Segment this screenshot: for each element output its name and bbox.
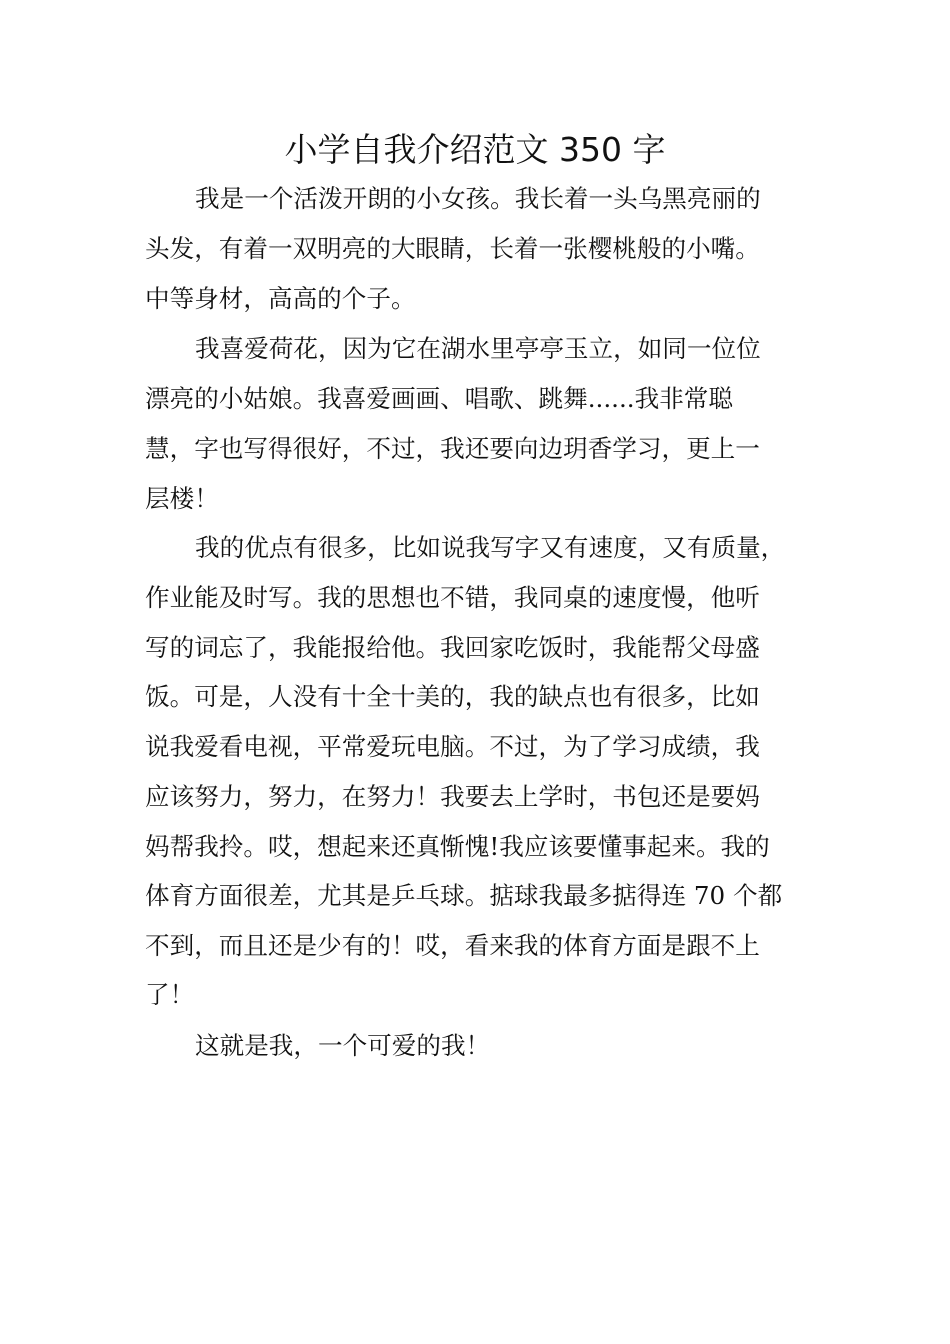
paragraph-3-line-9: 不到，而且还是少有的！哎，看来我的体育方面是跟不上	[145, 931, 760, 960]
document-title: 小学自我介绍范文 350 字	[284, 130, 666, 169]
paragraph-3-line-5: 说我爱看电视，平常爱玩电脑。不过，为了学习成绩，我	[145, 732, 760, 761]
paragraph-3-line-7: 妈帮我拎。哎，想起来还真惭愧!我应该要懂事起来。我的	[145, 832, 770, 861]
paragraph-1-line-3: 中等身材，高高的个子。	[145, 284, 416, 313]
paragraph-3-line-8: 体育方面很差，尤其是乒乓球。掂球我最多掂得连 70 个都	[145, 881, 783, 910]
paragraph-3-line-10: 了！	[145, 980, 195, 1009]
paragraph-2-line-3: 慧，字也写得很好，不过，我还要向边玥香学习，更上一	[145, 434, 760, 463]
paragraph-1-line-2: 头发，有着一双明亮的大眼睛，长着一张樱桃般的小嘴。	[145, 234, 760, 263]
paragraph-3-line-1: 我的优点有很多，比如说我写字又有速度，又有质量，	[195, 533, 786, 562]
paragraph-1-line-1: 我是一个活泼开朗的小女孩。我长着一头乌黑亮丽的	[195, 184, 761, 213]
paragraph-3-line-3: 写的词忘了，我能报给他。我回家吃饭时，我能帮父母盛	[145, 633, 760, 662]
paragraph-2-line-4: 层楼！	[145, 484, 219, 513]
paragraph-2-line-2: 漂亮的小姑娘。我喜爱画画、唱歌、跳舞......我非常聪	[145, 384, 733, 413]
paragraph-3-line-2: 作业能及时写。我的思想也不错，我同桌的速度慢，他听	[145, 583, 760, 612]
paragraph-4-line-1: 这就是我，一个可爱的我！	[195, 1031, 491, 1060]
paragraph-2-line-1: 我喜爱荷花，因为它在湖水里亭亭玉立，如同一位位	[195, 334, 761, 363]
paragraph-3-line-6: 应该努力，努力，在努力！我要去上学时，书包还是要妈	[145, 782, 760, 811]
paragraph-3-line-4: 饭。可是，人没有十全十美的，我的缺点也有很多，比如	[145, 682, 760, 711]
